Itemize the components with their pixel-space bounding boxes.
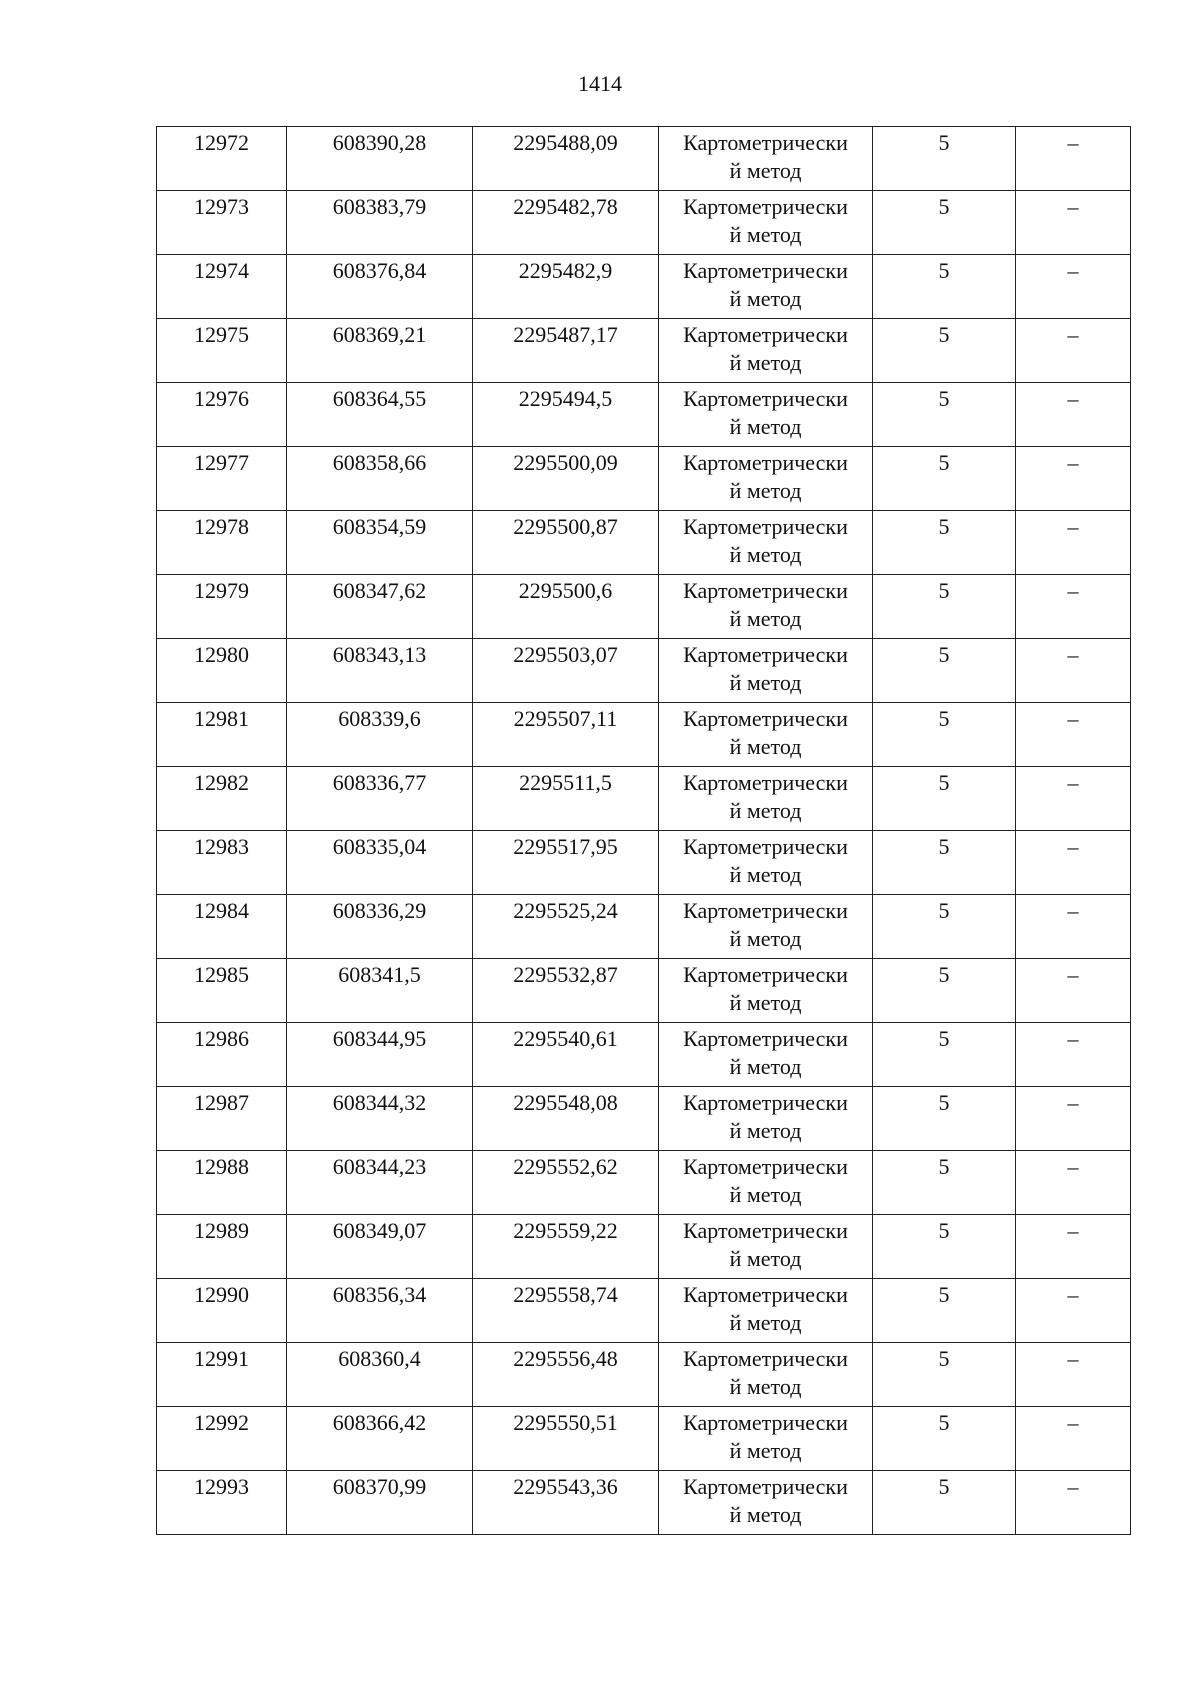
- method-cell: [659, 1087, 873, 1151]
- table-row: [157, 831, 1131, 895]
- method-line-1: Картометрически: [683, 194, 848, 219]
- note-cell: –: [1016, 1023, 1131, 1087]
- method-cell: [659, 383, 873, 447]
- x-coordinate-cell: 608383,79: [287, 191, 473, 255]
- accuracy-cell: 5: [873, 1343, 1016, 1407]
- method-line-2: й метод: [729, 158, 802, 183]
- accuracy-cell: 5: [873, 1087, 1016, 1151]
- table-row: [157, 127, 1131, 191]
- table-row: [157, 1471, 1131, 1535]
- method-line-1: Картометрически: [683, 706, 848, 731]
- point-number-cell: 12989: [157, 1215, 287, 1279]
- y-coordinate-cell: 2295540,61: [473, 1023, 659, 1087]
- method-line-1: Картометрически: [683, 1154, 848, 1179]
- table-row: [157, 1279, 1131, 1343]
- method-line-2: й метод: [729, 990, 802, 1015]
- x-coordinate-cell: 608344,23: [287, 1151, 473, 1215]
- method-cell: [659, 703, 873, 767]
- note-cell: –: [1016, 1279, 1131, 1343]
- accuracy-cell: 5: [873, 1471, 1016, 1535]
- method-line-2: й метод: [729, 1118, 802, 1143]
- method-line-2: й метод: [729, 286, 802, 311]
- note-cell: –: [1016, 1343, 1131, 1407]
- y-coordinate-cell: 2295482,78: [473, 191, 659, 255]
- y-coordinate-cell: 2295525,24: [473, 895, 659, 959]
- point-number-cell: 12984: [157, 895, 287, 959]
- method-line-2: й метод: [729, 222, 802, 247]
- method-cell: [659, 1023, 873, 1087]
- method-line-1: Картометрически: [683, 1090, 848, 1115]
- note-cell: –: [1016, 1151, 1131, 1215]
- method-line-2: й метод: [729, 542, 802, 567]
- note-cell: –: [1016, 127, 1131, 191]
- point-number-cell: 12985: [157, 959, 287, 1023]
- method-cell: [659, 1151, 873, 1215]
- table-row: [157, 1407, 1131, 1471]
- method-cell: [659, 575, 873, 639]
- method-line-2: й метод: [729, 606, 802, 631]
- y-coordinate-cell: 2295532,87: [473, 959, 659, 1023]
- accuracy-cell: 5: [873, 447, 1016, 511]
- y-coordinate-cell: 2295487,17: [473, 319, 659, 383]
- table-row: [157, 191, 1131, 255]
- note-cell: –: [1016, 1215, 1131, 1279]
- accuracy-cell: 5: [873, 1023, 1016, 1087]
- accuracy-cell: 5: [873, 831, 1016, 895]
- table-row: [157, 1215, 1131, 1279]
- x-coordinate-cell: 608366,42: [287, 1407, 473, 1471]
- method-cell: [659, 895, 873, 959]
- y-coordinate-cell: 2295488,09: [473, 127, 659, 191]
- accuracy-cell: 5: [873, 319, 1016, 383]
- method-line-1: Картометрически: [683, 642, 848, 667]
- note-cell: –: [1016, 319, 1131, 383]
- method-line-2: й метод: [729, 478, 802, 503]
- method-cell: [659, 319, 873, 383]
- x-coordinate-cell: 608347,62: [287, 575, 473, 639]
- x-coordinate-cell: 608360,4: [287, 1343, 473, 1407]
- accuracy-cell: 5: [873, 1151, 1016, 1215]
- point-number-cell: 12982: [157, 767, 287, 831]
- method-line-2: й метод: [729, 926, 802, 951]
- method-line-1: Картометрически: [683, 322, 848, 347]
- y-coordinate-cell: 2295550,51: [473, 1407, 659, 1471]
- method-line-1: Картометрически: [683, 770, 848, 795]
- coordinates-table-body: [157, 127, 1131, 1535]
- x-coordinate-cell: 608336,29: [287, 895, 473, 959]
- note-cell: –: [1016, 383, 1131, 447]
- point-number-cell: 12993: [157, 1471, 287, 1535]
- method-cell: [659, 1343, 873, 1407]
- x-coordinate-cell: 608336,77: [287, 767, 473, 831]
- x-coordinate-cell: 608358,66: [287, 447, 473, 511]
- method-line-2: й метод: [729, 1374, 802, 1399]
- x-coordinate-cell: 608376,84: [287, 255, 473, 319]
- accuracy-cell: 5: [873, 191, 1016, 255]
- method-line-1: Картометрически: [683, 386, 848, 411]
- table-row: [157, 1151, 1131, 1215]
- point-number-cell: 12986: [157, 1023, 287, 1087]
- point-number-cell: 12979: [157, 575, 287, 639]
- x-coordinate-cell: 608343,13: [287, 639, 473, 703]
- table-row: [157, 959, 1131, 1023]
- table-row: [157, 1023, 1131, 1087]
- point-number-cell: 12973: [157, 191, 287, 255]
- method-line-1: Картометрически: [683, 450, 848, 475]
- x-coordinate-cell: 608341,5: [287, 959, 473, 1023]
- note-cell: –: [1016, 511, 1131, 575]
- method-cell: [659, 767, 873, 831]
- method-line-1: Картометрически: [683, 130, 848, 155]
- method-line-2: й метод: [729, 1310, 802, 1335]
- method-line-1: Картометрически: [683, 258, 848, 283]
- method-line-1: Картометрически: [683, 514, 848, 539]
- point-number-cell: 12992: [157, 1407, 287, 1471]
- note-cell: –: [1016, 575, 1131, 639]
- table-row: [157, 383, 1131, 447]
- x-coordinate-cell: 608369,21: [287, 319, 473, 383]
- y-coordinate-cell: 2295556,48: [473, 1343, 659, 1407]
- note-cell: –: [1016, 447, 1131, 511]
- table-row: [157, 767, 1131, 831]
- table-row: [157, 1087, 1131, 1151]
- method-line-1: Картометрически: [683, 1026, 848, 1051]
- method-cell: [659, 447, 873, 511]
- method-line-1: Картометрически: [683, 962, 848, 987]
- point-number-cell: 12974: [157, 255, 287, 319]
- method-line-2: й метод: [729, 798, 802, 823]
- x-coordinate-cell: 608390,28: [287, 127, 473, 191]
- table-row: [157, 895, 1131, 959]
- method-cell: [659, 191, 873, 255]
- y-coordinate-cell: 2295552,62: [473, 1151, 659, 1215]
- note-cell: –: [1016, 639, 1131, 703]
- table-row: [157, 255, 1131, 319]
- y-coordinate-cell: 2295507,11: [473, 703, 659, 767]
- y-coordinate-cell: 2295517,95: [473, 831, 659, 895]
- point-number-cell: 12988: [157, 1151, 287, 1215]
- point-number-cell: 12980: [157, 639, 287, 703]
- y-coordinate-cell: 2295511,5: [473, 767, 659, 831]
- note-cell: –: [1016, 1471, 1131, 1535]
- x-coordinate-cell: 608354,59: [287, 511, 473, 575]
- y-coordinate-cell: 2295558,74: [473, 1279, 659, 1343]
- method-line-1: Картометрически: [683, 1282, 848, 1307]
- accuracy-cell: 5: [873, 767, 1016, 831]
- method-cell: [659, 127, 873, 191]
- point-number-cell: 12987: [157, 1087, 287, 1151]
- accuracy-cell: 5: [873, 1215, 1016, 1279]
- method-line-1: Картометрически: [683, 1346, 848, 1371]
- x-coordinate-cell: 608364,55: [287, 383, 473, 447]
- note-cell: –: [1016, 959, 1131, 1023]
- note-cell: –: [1016, 767, 1131, 831]
- point-number-cell: 12975: [157, 319, 287, 383]
- x-coordinate-cell: 608335,04: [287, 831, 473, 895]
- method-cell: [659, 1215, 873, 1279]
- y-coordinate-cell: 2295543,36: [473, 1471, 659, 1535]
- method-cell: [659, 1279, 873, 1343]
- accuracy-cell: 5: [873, 575, 1016, 639]
- method-cell: [659, 255, 873, 319]
- point-number-cell: 12990: [157, 1279, 287, 1343]
- accuracy-cell: 5: [873, 639, 1016, 703]
- x-coordinate-cell: 608349,07: [287, 1215, 473, 1279]
- y-coordinate-cell: 2295494,5: [473, 383, 659, 447]
- table-row: [157, 575, 1131, 639]
- accuracy-cell: 5: [873, 255, 1016, 319]
- method-line-2: й метод: [729, 1054, 802, 1079]
- point-number-cell: 12976: [157, 383, 287, 447]
- method-cell: [659, 639, 873, 703]
- table-row: [157, 319, 1131, 383]
- table-row: [157, 447, 1131, 511]
- x-coordinate-cell: 608339,6: [287, 703, 473, 767]
- accuracy-cell: 5: [873, 1407, 1016, 1471]
- accuracy-cell: 5: [873, 383, 1016, 447]
- point-number-cell: 12977: [157, 447, 287, 511]
- accuracy-cell: 5: [873, 959, 1016, 1023]
- point-number-cell: 12991: [157, 1343, 287, 1407]
- y-coordinate-cell: 2295500,09: [473, 447, 659, 511]
- x-coordinate-cell: 608370,99: [287, 1471, 473, 1535]
- method-line-1: Картометрически: [683, 578, 848, 603]
- note-cell: –: [1016, 255, 1131, 319]
- x-coordinate-cell: 608344,32: [287, 1087, 473, 1151]
- point-number-cell: 12983: [157, 831, 287, 895]
- accuracy-cell: 5: [873, 1279, 1016, 1343]
- method-line-1: Картометрически: [683, 1218, 848, 1243]
- point-number-cell: 12981: [157, 703, 287, 767]
- method-line-2: й метод: [729, 670, 802, 695]
- y-coordinate-cell: 2295500,87: [473, 511, 659, 575]
- note-cell: –: [1016, 703, 1131, 767]
- point-number-cell: 12972: [157, 127, 287, 191]
- y-coordinate-cell: 2295482,9: [473, 255, 659, 319]
- note-cell: –: [1016, 895, 1131, 959]
- method-line-1: Картометрически: [683, 834, 848, 859]
- y-coordinate-cell: 2295500,6: [473, 575, 659, 639]
- method-line-2: й метод: [729, 414, 802, 439]
- method-cell: [659, 1471, 873, 1535]
- note-cell: –: [1016, 1087, 1131, 1151]
- x-coordinate-cell: 608344,95: [287, 1023, 473, 1087]
- method-line-2: й метод: [729, 1182, 802, 1207]
- method-line-2: й метод: [729, 734, 802, 759]
- page-number: 1414: [578, 71, 622, 96]
- method-cell: [659, 959, 873, 1023]
- accuracy-cell: 5: [873, 703, 1016, 767]
- table-row: [157, 639, 1131, 703]
- method-cell: [659, 511, 873, 575]
- table-row: [157, 511, 1131, 575]
- accuracy-cell: 5: [873, 511, 1016, 575]
- y-coordinate-cell: 2295559,22: [473, 1215, 659, 1279]
- x-coordinate-cell: 608356,34: [287, 1279, 473, 1343]
- method-line-2: й метод: [729, 862, 802, 887]
- point-number-cell: 12978: [157, 511, 287, 575]
- method-cell: [659, 831, 873, 895]
- note-cell: –: [1016, 191, 1131, 255]
- table-row: [157, 703, 1131, 767]
- accuracy-cell: 5: [873, 895, 1016, 959]
- y-coordinate-cell: 2295503,07: [473, 639, 659, 703]
- method-line-1: Картометрически: [683, 1474, 848, 1499]
- method-line-1: Картометрически: [683, 1410, 848, 1435]
- method-line-2: й метод: [729, 1246, 802, 1271]
- method-line-2: й метод: [729, 1438, 802, 1463]
- coordinates-table: [156, 126, 1131, 1535]
- method-line-1: Картометрически: [683, 898, 848, 923]
- method-cell: [659, 1407, 873, 1471]
- method-line-2: й метод: [729, 350, 802, 375]
- method-line-2: й метод: [729, 1502, 802, 1527]
- accuracy-cell: 5: [873, 127, 1016, 191]
- table-row: [157, 1343, 1131, 1407]
- y-coordinate-cell: 2295548,08: [473, 1087, 659, 1151]
- note-cell: –: [1016, 831, 1131, 895]
- note-cell: –: [1016, 1407, 1131, 1471]
